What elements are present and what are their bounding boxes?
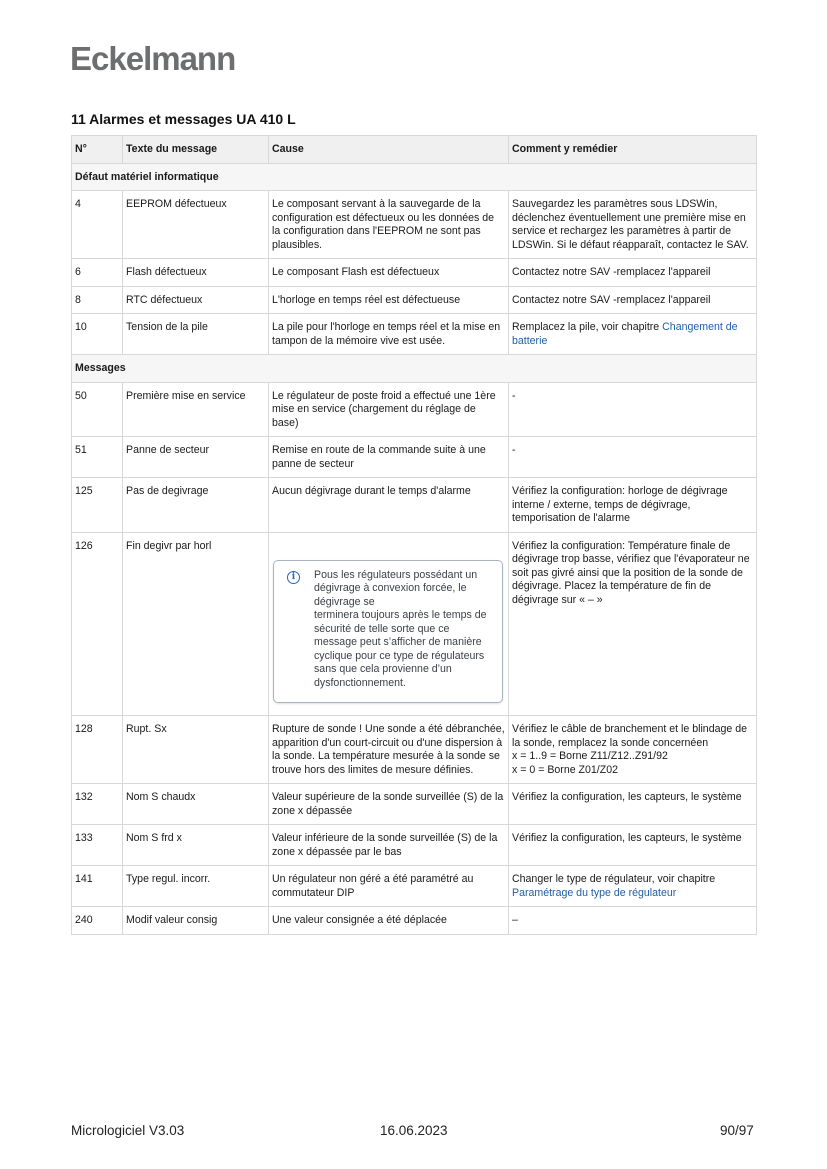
table-row <box>72 314 757 355</box>
cell-cause: Valeur inférieure de la sonde surveillée (S) de la zone x dépassée par le bas <box>269 825 509 866</box>
remedy-text: Changer le type de régulateur, voir chapitre <box>512 873 716 885</box>
cell-no: 240 <box>72 907 123 935</box>
cell-no: 133 <box>72 825 123 866</box>
cell-cause: Valeur supérieure de la sonde surveillée (S) de la zone x dépassée <box>269 784 509 825</box>
cell-no: 50 <box>72 382 123 437</box>
cell-message: Première mise en service <box>123 382 269 437</box>
group-title: Messages <box>72 355 757 383</box>
table-row <box>72 286 757 314</box>
cell-remedy: – <box>509 907 757 935</box>
remedy-text: Remplacez la pile, voir chapitre <box>512 321 663 333</box>
cell-remedy: Vérifiez la configuration, les capteurs, le système <box>509 784 757 825</box>
cell-message: Pas de degivrage <box>123 478 269 533</box>
table-row <box>72 532 757 716</box>
cell-message: Modif valeur consig <box>123 907 269 935</box>
table-row <box>72 191 757 259</box>
header-remedy: Comment y remédier <box>509 136 757 164</box>
cell-cause: Le composant servant à la sauvegarde de la configuration est défectueux ou les données de la configuration dans l'EEPROM ne sont pas plausibles. <box>269 191 509 259</box>
cell-cause: Le régulateur de poste froid a effectué une 1ère mise en service (chargement du réglage de base) <box>269 382 509 437</box>
cell-cause: La pile pour l'horloge en temps réel et la mise en tampon de la mémoire vive est usée. <box>269 314 509 355</box>
footer-page-number: 90/97 <box>720 1123 754 1138</box>
cell-remedy <box>509 314 757 355</box>
cell-remedy: Vérifiez la configuration: Température finale de dégivrage trop basse, vérifiez que l'évaporateur ne soit pas givré ainsi que la position de la sonde de dégivrage. Placez la température de fin de dégivrage sur « – » <box>509 532 757 716</box>
cell-remedy: - <box>509 437 757 478</box>
cell-message: RTC défectueux <box>123 286 269 314</box>
cell-message: Panne de secteur <box>123 437 269 478</box>
cell-remedy: Contactez notre SAV -remplacez l'appareil <box>509 259 757 287</box>
cell-remedy <box>509 866 757 907</box>
cell-message: Tension de la pile <box>123 314 269 355</box>
table-header-row <box>72 136 757 164</box>
table-row <box>72 784 757 825</box>
table-row <box>72 825 757 866</box>
header-no: N° <box>72 136 123 164</box>
cell-no: 125 <box>72 478 123 533</box>
cell-message: Rupt. Sx <box>123 716 269 784</box>
cell-message: EEPROM défectueux <box>123 191 269 259</box>
alarms-table <box>71 135 757 935</box>
cell-no: 132 <box>72 784 123 825</box>
section-title: 11 Alarmes et messages UA 410 L <box>71 111 296 127</box>
cell-message: Nom S frd x <box>123 825 269 866</box>
info-note <box>273 560 503 704</box>
group-row <box>72 355 757 383</box>
cell-no: 128 <box>72 716 123 784</box>
cell-cause: Aucun dégivrage durant le temps d'alarme <box>269 478 509 533</box>
table-row <box>72 259 757 287</box>
header-cause: Cause <box>269 136 509 164</box>
link-parametrage-type-regulateur[interactable]: Paramétrage du type de régulateur <box>512 886 677 899</box>
cell-remedy: Contactez notre SAV -remplacez l'appareil <box>509 286 757 314</box>
link-changement-de-batterie[interactable]: Changement de batterie <box>512 321 738 347</box>
cell-no: 141 <box>72 866 123 907</box>
cell-no: 6 <box>72 259 123 287</box>
table-row <box>72 478 757 533</box>
cell-cause: Une valeur consignée a été déplacée <box>269 907 509 935</box>
table-row <box>72 382 757 437</box>
cell-message: Type regul. incorr. <box>123 866 269 907</box>
cell-cause: L'horloge en temps réel est défectueuse <box>269 286 509 314</box>
cell-no: 126 <box>72 532 123 716</box>
cell-remedy: - <box>509 382 757 437</box>
header-message: Texte du message <box>123 136 269 164</box>
cell-no: 8 <box>72 286 123 314</box>
info-note-text: Pous les régulateurs possédant un dégivrage à convexion forcée, le dégivrage se terminera toujours après le temps de sécurité de telle sorte que ce message peut s’afficher de manière cyclique pour ce type de régulateurs sans que cela provienne d’un dysfonctionnement. <box>314 568 487 689</box>
cell-no: 4 <box>72 191 123 259</box>
cell-remedy: Sauvegardez les paramètres sous LDSWin, déclenchez éventuellement une première mise en service et rechargez les paramètres à partir de LDSWin. Si le défaut réapparaît, contactez le SAV. <box>509 191 757 259</box>
table-row <box>72 437 757 478</box>
cell-no: 10 <box>72 314 123 355</box>
table-row <box>72 866 757 907</box>
cell-remedy: Vérifiez la configuration, les capteurs, le système <box>509 825 757 866</box>
cell-cause: Le composant Flash est défectueux <box>269 259 509 287</box>
cell-remedy: Vérifiez le câble de branchement et le blindage de la sonde, remplacez la sonde concernéen x = 1..9 = Borne Z11/Z12..Z91/92 x = 0 = Borne Z01/Z02 <box>509 716 757 784</box>
table-row <box>72 907 757 935</box>
cell-cause <box>269 532 509 716</box>
footer-firmware-version: Micrologiciel V3.03 <box>71 1123 185 1138</box>
footer-date: 16.06.2023 <box>380 1123 448 1138</box>
cell-message: Nom S chaudx <box>123 784 269 825</box>
eckelmann-logo: Eckelmann <box>70 40 236 77</box>
info-icon: i <box>287 571 300 584</box>
cell-remedy: Vérifiez la configuration: horloge de dégivrage interne / externe, temps de dégivrage, temporisation de l'alarme <box>509 478 757 533</box>
cell-cause: Un régulateur non géré a été paramétré au commutateur DIP <box>269 866 509 907</box>
cell-message: Flash défectueux <box>123 259 269 287</box>
cell-message: Fin degivr par horl <box>123 532 269 716</box>
cell-cause: Remise en route de la commande suite à une panne de secteur <box>269 437 509 478</box>
group-row <box>72 163 757 191</box>
cell-no: 51 <box>72 437 123 478</box>
cell-cause: Rupture de sonde ! Une sonde a été débranchée, apparition d'un court-circuit ou d'une dispersion à la sonde. La température mesurée à la sonde se trouve hors des limites de mesure définies. <box>269 716 509 784</box>
group-title: Défaut matériel informatique <box>72 163 757 191</box>
table-row <box>72 716 757 784</box>
